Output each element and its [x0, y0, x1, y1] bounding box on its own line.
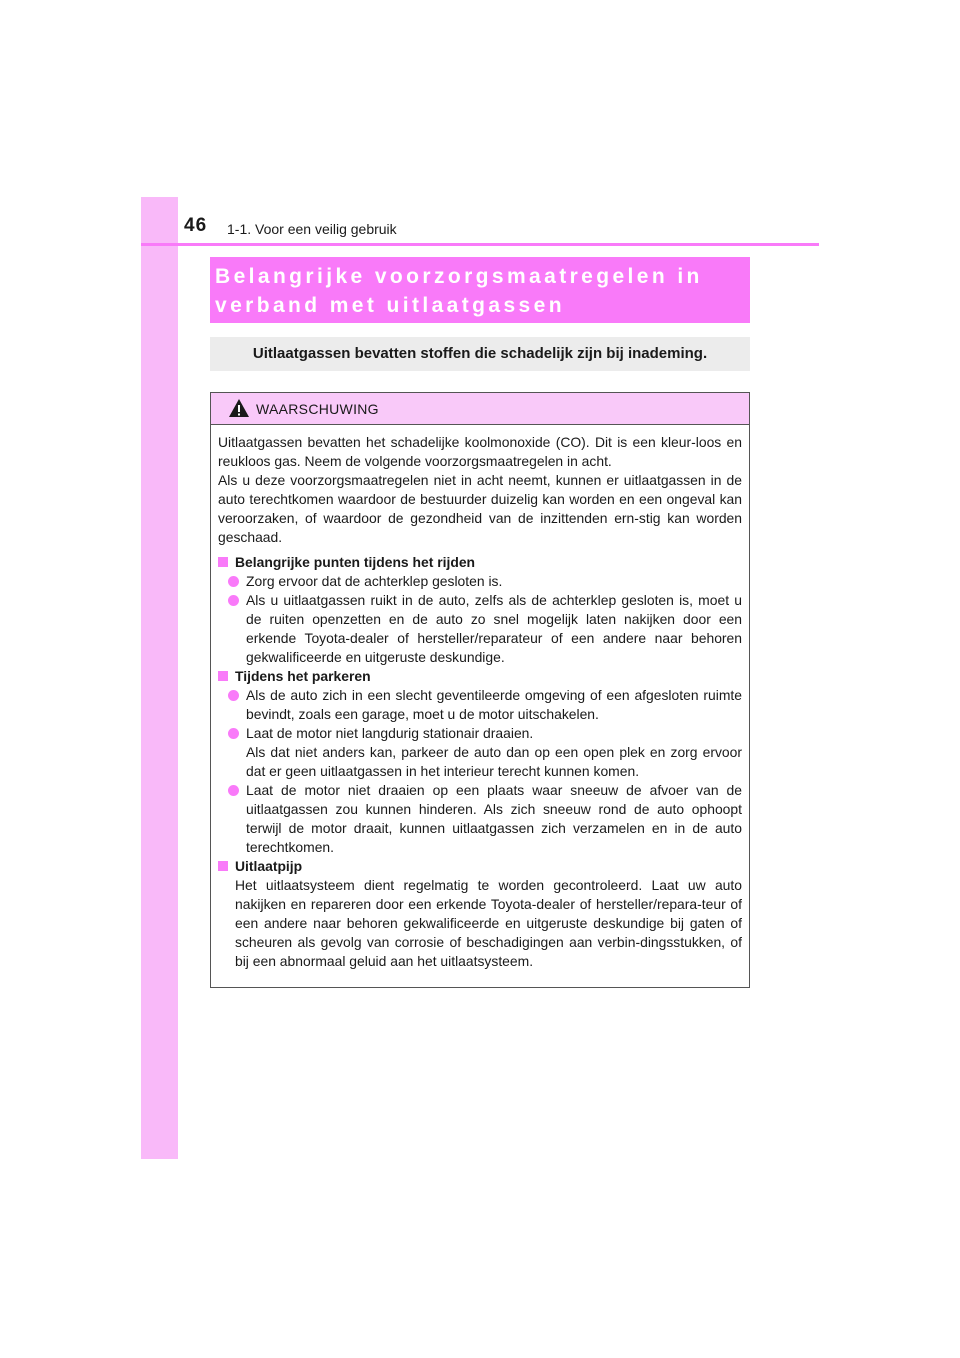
section-heading-exhaust-pipe: [218, 857, 742, 876]
list-item: [218, 572, 742, 591]
exhaust-pipe-text: Het uitlaatsysteem dient regelmatig te worden gecontroleerd. Laat uw auto nakijken en repareren door een erkende Toyota-dealer of hersteller/repara-teur of een andere naar behoren gekwalificeerde en uitgeruste deskundige bij gaten of scheuren als gevolg van corrosie of beschadigingen aan verbin-dingsstukken, of bij een abnormaal geluid aan het uitlaatsysteem.: [235, 877, 742, 969]
section-heading-text: Belangrijke punten tijdens het rijden: [235, 554, 476, 570]
list-item-text: Zorg ervoor dat de achterklep gesloten is.: [246, 573, 503, 589]
side-tab-bar: [141, 197, 178, 1159]
list-item-text: Laat de motor niet draaien op een plaats waar sneeuw de afvoer van de uitlaatgassen zou kunnen hinderen. Als zich sneeuw rond de auto ophoopt terwijl de motor draait, kunnen uitlaatgassen zich verzamelen en in de auto terechtkomen.: [246, 782, 742, 855]
circle-bullet-icon: [228, 595, 239, 606]
circle-bullet-icon: [228, 785, 239, 796]
section-breadcrumb: 1-1. Voor een veilig gebruik: [227, 221, 397, 237]
warning-intro-1: Uitlaatgassen bevatten het schadelijke koolmonoxide (CO). Dit is een kleur-loos en reukloos gas. Neem de volgende voorzorgsmaatregelen in acht.: [218, 434, 742, 469]
circle-bullet-icon: [228, 576, 239, 587]
page-title: [210, 257, 750, 323]
list-item: [218, 591, 742, 667]
list-item-text: Laat de motor niet langdurig stationair draaien.: [246, 725, 534, 741]
section-heading-driving: [218, 553, 742, 572]
list-item: [218, 724, 742, 781]
warning-triangle-icon: [228, 398, 250, 418]
square-bullet-icon: [218, 671, 228, 681]
section-heading-text: Tijdens het parkeren: [235, 668, 371, 684]
circle-bullet-icon: [228, 728, 239, 739]
warning-header: [211, 393, 749, 425]
warning-label: WAARSCHUWING: [256, 401, 379, 417]
square-bullet-icon: [218, 861, 228, 871]
section-heading-text: Uitlaatpijp: [235, 858, 303, 874]
warning-intro-2: Als u deze voorzorgsmaatregelen niet in acht neemt, kunnen er uitlaatgassen in de auto terechtkomen waardoor de bestuurder duizelig kan worden en een ongeval kan veroorzaken, of waardoor de gezondheid van de inzittenden ern-stig kan worden geschaad.: [218, 472, 742, 545]
warning-body: [211, 425, 749, 971]
circle-bullet-icon: [228, 690, 239, 701]
warning-box: [210, 392, 750, 988]
list-item-text: Als de auto zich in een slecht geventileerde omgeving of een afgesloten ruimte bevindt, zoals een garage, moet u de motor uitschakelen.: [246, 687, 742, 722]
list-item: [218, 686, 742, 724]
page-title-line-2: verband met uitlaatgassen: [215, 294, 565, 317]
list-item-continued-text: Als dat niet anders kan, parkeer de auto dan op een open plek en zorg ervoor dat er geen uitlaatgassen in het interieur terecht kunnen komen.: [246, 744, 742, 779]
list-item: [218, 781, 742, 857]
square-bullet-icon: [218, 557, 228, 567]
list-item-text: Als u uitlaatgassen ruikt in de auto, zelfs als de achterklep gesloten is, moet u de ruiten openzetten en de auto zo snel mogelijk laten nakijken door een erkende Toyota-dealer of hersteller/reparateur of een andere naar behoren gekwalificeerde en uitgeruste deskundige.: [246, 592, 742, 665]
page-number: 46: [184, 215, 208, 236]
summary-band: Uitlaatgassen bevatten stoffen die schadelijk zijn bij inademing.: [210, 337, 750, 371]
page-title-line-1: Belangrijke voorzorgsmaatregelen in: [215, 265, 703, 288]
header-rule: [141, 243, 819, 246]
section-heading-parking: [218, 667, 742, 686]
